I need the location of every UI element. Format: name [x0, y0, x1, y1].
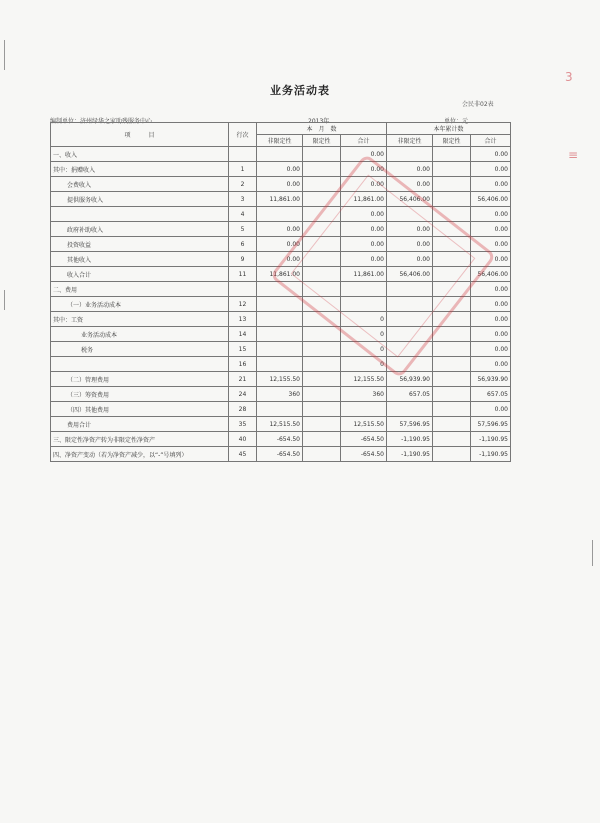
row-value-cell: 657.05	[387, 387, 433, 402]
row-value-cell: 57,596.95	[471, 417, 511, 432]
row-item-label: 收入合计	[51, 267, 229, 282]
row-value-cell: 0.00	[341, 162, 387, 177]
row-value-cell: 0.00	[471, 327, 511, 342]
row-value-cell	[257, 357, 303, 372]
row-item-label: （二）管理费用	[51, 372, 229, 387]
table-row	[51, 147, 511, 162]
header-line: 行次	[229, 123, 257, 147]
row-line-number: 14	[229, 327, 257, 342]
row-value-cell	[433, 177, 471, 192]
row-value-cell	[433, 387, 471, 402]
row-value-cell	[257, 312, 303, 327]
table-row	[51, 327, 511, 342]
row-line-number: 9	[229, 252, 257, 267]
row-value-cell	[303, 387, 341, 402]
row-value-cell: 56,406.00	[387, 267, 433, 282]
row-value-cell: 360	[341, 387, 387, 402]
row-item-label: （四）其他费用	[51, 402, 229, 417]
row-value-cell: 0.00	[471, 342, 511, 357]
row-value-cell: 0	[341, 342, 387, 357]
header-year-total-col: 合计	[471, 135, 511, 147]
row-item-label	[51, 207, 229, 222]
row-value-cell: 0.00	[471, 177, 511, 192]
row-value-cell: 0.00	[257, 252, 303, 267]
row-value-cell	[433, 432, 471, 447]
row-value-cell: 0.00	[257, 222, 303, 237]
row-value-cell: 0.00	[257, 177, 303, 192]
header-year-unrestricted: 非限定性	[387, 135, 433, 147]
row-item-label: 税务	[51, 342, 229, 357]
row-value-cell	[303, 147, 341, 162]
row-item-label: 业务活动成本	[51, 327, 229, 342]
row-value-cell: -1,190.95	[471, 447, 511, 462]
report-year: 2013年	[308, 118, 330, 125]
row-line-number: 6	[229, 237, 257, 252]
row-item-label: （一）业务活动成本	[51, 297, 229, 312]
row-value-cell: 56,939.90	[387, 372, 433, 387]
row-value-cell: 12,155.50	[341, 372, 387, 387]
table-row	[51, 372, 511, 387]
row-value-cell: 0.00	[387, 252, 433, 267]
table-row	[51, 387, 511, 402]
row-line-number: 15	[229, 342, 257, 357]
row-value-cell: 0.00	[387, 222, 433, 237]
row-line-number	[229, 147, 257, 162]
row-value-cell: 0.00	[387, 177, 433, 192]
row-value-cell	[433, 447, 471, 462]
row-value-cell	[303, 402, 341, 417]
scan-edge-mark	[4, 290, 5, 310]
row-line-number: 16	[229, 357, 257, 372]
row-value-cell: 0.00	[471, 312, 511, 327]
header-month-restricted: 限定性	[303, 135, 341, 147]
row-line-number: 21	[229, 372, 257, 387]
table-row	[51, 447, 511, 462]
row-line-number: 24	[229, 387, 257, 402]
row-value-cell: 0.00	[387, 237, 433, 252]
table-row	[51, 432, 511, 447]
row-value-cell: -1,190.95	[387, 432, 433, 447]
row-value-cell: 0.00	[257, 162, 303, 177]
row-value-cell: 56,406.00	[387, 192, 433, 207]
row-value-cell: -654.50	[341, 432, 387, 447]
row-value-cell	[257, 327, 303, 342]
row-line-number: 40	[229, 432, 257, 447]
row-item-label	[51, 357, 229, 372]
table-row	[51, 342, 511, 357]
header-year-total: 本年累计数	[387, 123, 511, 135]
row-value-cell: 56,406.00	[471, 267, 511, 282]
row-value-cell	[433, 192, 471, 207]
row-value-cell: 0.00	[471, 162, 511, 177]
form-number: 会民非02表	[462, 101, 494, 108]
row-value-cell: 0.00	[471, 357, 511, 372]
row-line-number: 35	[229, 417, 257, 432]
row-value-cell: 0	[341, 357, 387, 372]
row-value-cell: 11,861.00	[257, 192, 303, 207]
document-title: 业务活动表	[270, 84, 330, 97]
reporting-unit: 编制单位：济州绿华之家助残服务中心	[50, 118, 153, 125]
row-value-cell	[433, 357, 471, 372]
row-item-label: 其中：捐赠收入	[51, 162, 229, 177]
table-row	[51, 177, 511, 192]
header-month-total: 合计	[341, 135, 387, 147]
row-line-number: 45	[229, 447, 257, 462]
row-line-number: 1	[229, 162, 257, 177]
row-item-label: 提供服务收入	[51, 192, 229, 207]
row-item-label: 费用合计	[51, 417, 229, 432]
row-value-cell	[257, 342, 303, 357]
margin-mark: ≡	[568, 148, 579, 162]
row-value-cell	[257, 147, 303, 162]
row-value-cell	[433, 372, 471, 387]
row-value-cell: 0.00	[471, 297, 511, 312]
row-value-cell	[303, 342, 341, 357]
row-value-cell	[303, 357, 341, 372]
row-value-cell	[257, 297, 303, 312]
row-item-label: 其中：工资	[51, 312, 229, 327]
row-line-number: 11	[229, 267, 257, 282]
margin-mark: 3	[565, 70, 573, 84]
header-year-restricted: 限定性	[433, 135, 471, 147]
row-value-cell: 11,861.00	[341, 267, 387, 282]
row-value-cell: 0.00	[341, 177, 387, 192]
row-value-cell	[303, 162, 341, 177]
row-value-cell: -654.50	[341, 447, 387, 462]
row-value-cell: 12,155.50	[257, 372, 303, 387]
row-value-cell: 56,406.00	[471, 192, 511, 207]
row-value-cell: -654.50	[257, 447, 303, 462]
row-value-cell: 0.00	[341, 147, 387, 162]
row-value-cell: 657.05	[471, 387, 511, 402]
row-value-cell: 12,515.50	[341, 417, 387, 432]
row-value-cell: 0.00	[471, 222, 511, 237]
row-value-cell: 0.00	[387, 162, 433, 177]
row-value-cell: 0.00	[471, 252, 511, 267]
row-value-cell: -1,190.95	[471, 432, 511, 447]
row-item-label: （三）筹资费用	[51, 387, 229, 402]
row-value-cell	[303, 432, 341, 447]
row-line-number	[229, 282, 257, 297]
row-value-cell	[257, 207, 303, 222]
row-value-cell: 11,861.00	[341, 192, 387, 207]
row-line-number: 4	[229, 207, 257, 222]
row-value-cell: 360	[257, 387, 303, 402]
row-line-number: 12	[229, 297, 257, 312]
row-value-cell: 0.00	[341, 207, 387, 222]
row-value-cell	[433, 147, 471, 162]
row-item-label: 会费收入	[51, 177, 229, 192]
row-value-cell	[257, 402, 303, 417]
row-value-cell: 0.00	[471, 402, 511, 417]
row-value-cell	[303, 372, 341, 387]
table-row	[51, 192, 511, 207]
row-value-cell	[433, 342, 471, 357]
row-value-cell	[387, 402, 433, 417]
row-value-cell	[341, 402, 387, 417]
header-item: 项 目	[51, 123, 229, 147]
row-line-number: 2	[229, 177, 257, 192]
row-value-cell	[303, 447, 341, 462]
row-line-number: 28	[229, 402, 257, 417]
header-month: 本 月 数	[257, 123, 387, 135]
header-month-unrestricted: 非限定性	[257, 135, 303, 147]
row-value-cell	[303, 177, 341, 192]
row-value-cell: 0.00	[341, 222, 387, 237]
row-value-cell: 0.00	[471, 237, 511, 252]
row-value-cell: 0	[341, 327, 387, 342]
row-value-cell: 0.00	[471, 147, 511, 162]
row-value-cell	[303, 417, 341, 432]
row-item-label: 其他收入	[51, 252, 229, 267]
row-item-label: 四、净资产变动（若为净资产减少，以“-”号填列）	[51, 447, 229, 462]
row-item-label: 一、收入	[51, 147, 229, 162]
scan-edge-mark	[4, 40, 5, 70]
row-value-cell: 57,596.95	[387, 417, 433, 432]
row-value-cell: 0.00	[341, 237, 387, 252]
row-value-cell: 0	[341, 312, 387, 327]
row-value-cell: 0.00	[341, 252, 387, 267]
row-item-label: 投资收益	[51, 237, 229, 252]
row-value-cell: 0.00	[257, 237, 303, 252]
row-line-number: 13	[229, 312, 257, 327]
table-row	[51, 402, 511, 417]
row-value-cell	[387, 147, 433, 162]
row-item-label: 政府补助收入	[51, 222, 229, 237]
row-value-cell	[433, 417, 471, 432]
row-value-cell: 12,515.50	[257, 417, 303, 432]
table-row	[51, 357, 511, 372]
row-value-cell: -654.50	[257, 432, 303, 447]
row-item-label: 二、费用	[51, 282, 229, 297]
row-value-cell: 56,939.90	[471, 372, 511, 387]
row-value-cell: 0.00	[471, 207, 511, 222]
row-value-cell	[303, 327, 341, 342]
currency-unit: 单位：元	[444, 118, 469, 125]
row-line-number: 5	[229, 222, 257, 237]
row-value-cell	[433, 162, 471, 177]
row-value-cell: 0.00	[471, 282, 511, 297]
row-value-cell: 11,861.00	[257, 267, 303, 282]
scan-edge-mark	[592, 540, 593, 566]
row-value-cell	[433, 402, 471, 417]
table-row	[51, 417, 511, 432]
table-row	[51, 162, 511, 177]
row-line-number: 3	[229, 192, 257, 207]
row-item-label: 三、限定性净资产转为非限定性净资产	[51, 432, 229, 447]
row-value-cell: -1,190.95	[387, 447, 433, 462]
